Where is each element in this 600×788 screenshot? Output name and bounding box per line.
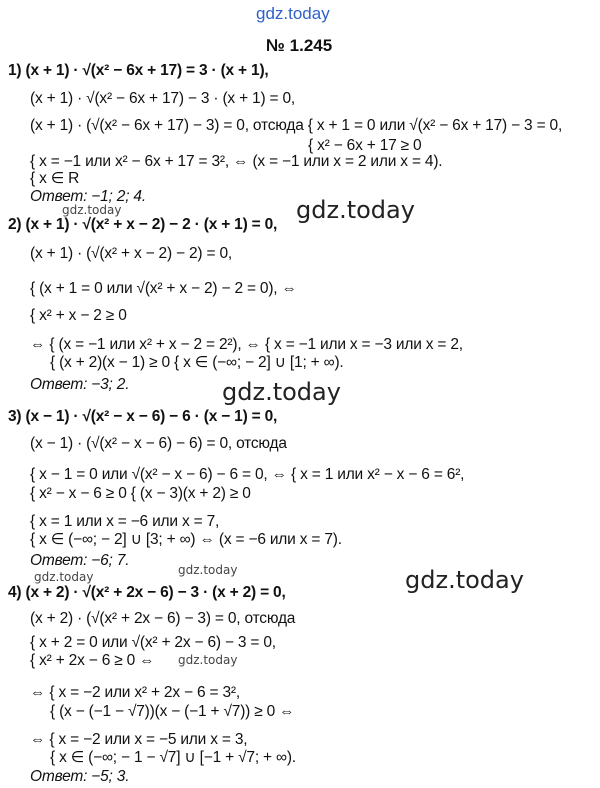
- watermark: gdz.today: [405, 566, 524, 594]
- solution-line: { (x + 2)(x − 1) ≥ 0 { x ∈ (−∞; − 2] ∪ [1; + ∞).: [50, 354, 344, 371]
- solution-line: (x + 1) · (√(x² − 6x + 17) − 3) = 0, отсюда { x + 1 = 0 или √(x² − 6x + 17) − 3 = 0,: [30, 117, 563, 134]
- solution-line: (x + 1) · (√(x² + x − 2) − 2) = 0,: [30, 245, 232, 262]
- solution-line: 4) (x + 2) · √(x² + 2x − 6) − 3 · (x + 2) = 0,: [8, 584, 286, 601]
- watermark-top: gdz.today: [256, 4, 330, 23]
- solution-line: 3) (x − 1) · √(x² − x − 6) − 6 · (x − 1) = 0,: [8, 408, 278, 425]
- solution-line: { x² + 2x − 6 ≥ 0 ⇔: [30, 652, 155, 669]
- watermark-small: gdz.today: [62, 203, 122, 217]
- solution-line: { (x − (−1 − √7))(x − (−1 + √7)) ≥ 0 ⇔: [50, 703, 295, 720]
- solution-line: 2) (x + 1) · √(x² + x − 2) − 2 · (x + 1) = 0,: [8, 216, 278, 233]
- watermark-small: gdz.today: [178, 563, 238, 577]
- solution-line: { x + 2 = 0 или √(x² + 2x − 6) − 3 = 0,: [30, 634, 276, 651]
- solution-line: ⇔ { (x = −1 или x² + x − 2 = 2²), ⇔ { x = −1 или x = −3 или x = 2,: [30, 336, 463, 353]
- watermark-small: gdz.today: [178, 653, 238, 667]
- watermark-small: gdz.today: [34, 570, 94, 584]
- solution-line: (x + 1) · √(x² − 6x + 17) − 3 · (x + 1) = 0,: [30, 90, 296, 107]
- solution-line: { (x + 1 = 0 или √(x² + x − 2) − 2 = 0), ⇔: [30, 280, 297, 297]
- answer-line: Ответ: −1; 2; 4.: [30, 188, 146, 205]
- solution-line: { x ∈ (−∞; − 1 − √7] ∪ [−1 + √7; + ∞).: [50, 749, 296, 766]
- solution-line: ⇔ { x = −2 или x² + 2x − 6 = 3²,: [30, 684, 240, 701]
- solution-line: (x − 1) · (√(x² − x − 6) − 6) = 0, отсюда: [30, 435, 287, 452]
- answer-line: Ответ: −3; 2.: [30, 376, 130, 393]
- watermark: gdz.today: [222, 378, 341, 406]
- watermark: gdz.today: [296, 196, 415, 224]
- solution-line: { x ∈ R: [30, 170, 80, 187]
- page-title: № 1.245: [266, 36, 333, 55]
- solution-line: { x = 1 или x = −6 или x = 7,: [30, 513, 220, 530]
- solution-line: { x = −1 или x² − 6x + 17 = 3², ⇔ (x = −1 или x = 2 или x = 4).: [30, 153, 443, 170]
- answer-line: Ответ: −6; 7.: [30, 552, 130, 569]
- solution-line: (x + 2) · (√(x² + 2x − 6) − 3) = 0, отсюда: [30, 610, 296, 627]
- solution-line: { x² − x − 6 ≥ 0 { (x − 3)(x + 2) ≥ 0: [30, 485, 251, 502]
- solution-line: ⇔ { x = −2 или x = −5 или x = 3,: [30, 731, 248, 748]
- solution-line: { x ∈ (−∞; − 2] ∪ [3; + ∞) ⇔ (x = −6 или x = 7).: [30, 531, 342, 548]
- answer-line: Ответ: −5; 3.: [30, 768, 130, 785]
- solution-line: { x² − 6x + 17 ≥ 0: [308, 137, 422, 154]
- solution-line: { x² + x − 2 ≥ 0: [30, 307, 127, 324]
- solution-line: 1) (x + 1) · √(x² − 6x + 17) = 3 · (x + 1),: [8, 62, 269, 79]
- solution-line: { x − 1 = 0 или √(x² − x − 6) − 6 = 0, ⇔ { x = 1 или x² − x − 6 = 6²,: [30, 466, 465, 483]
